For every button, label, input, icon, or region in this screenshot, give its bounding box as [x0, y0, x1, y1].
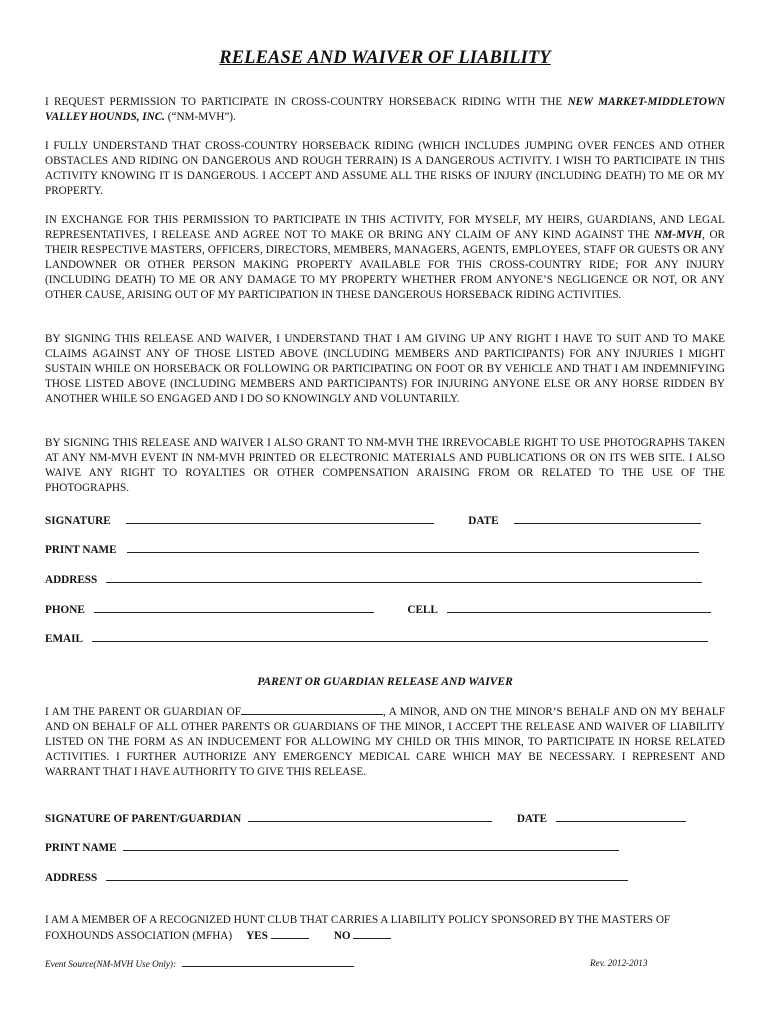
- yes-field[interactable]: [271, 928, 309, 939]
- phone-label: PHONE: [45, 604, 85, 616]
- revision-label: Rev. 2012-2013: [590, 958, 648, 968]
- email-row: [45, 630, 725, 645]
- guardian-print-name-row: [45, 839, 725, 854]
- guardian-signature-label: SIGNATURE OF PARENT/GUARDIAN: [45, 813, 242, 825]
- guardian-print-name-field[interactable]: [123, 839, 619, 851]
- release-text-b: , OR THEIR RESPECTIVE MASTERS, OFFICERS, DIRECTORS, MEMBERS, MANAGERS, AGENTS, EMPLOYEES, STAFF OR GUESTS OR ANY LANDOWNER OR OTHER PERSON MAKING PROPERTY AVAILABLE FOR THIS CROSS-COUNTRY RIDE; FOR ANY INJURY (INCLUDING DEATH) TO ME OR ANY DAMAGE TO MY PROPERTY WHETHER FROM ANYONE’S NEGLIGENCE OR NOT, OR ANY OTHER CAUSE, ARISING OUT OF MY PARTICIPATION IN THESE DANGEROUS HORSEBACK RIDING ACTIVITIES.: [45, 229, 725, 301]
- permission-paragraph: [45, 95, 725, 125]
- guardian-address-label: ADDRESS: [45, 872, 98, 884]
- event-source-label: Event Source(NM-MVH Use Only):: [45, 959, 177, 969]
- guardian-paragraph: [45, 704, 725, 780]
- address-field[interactable]: [106, 571, 702, 583]
- release-text-a: IN EXCHANGE FOR THIS PERMISSION TO PARTICIPATE IN THIS ACTIVITY, FOR MYSELF, MY HEIRS, GUARDIANS, AND LEGAL REPRESENTATIVES, I RELEASE AND AGREE NOT TO MAKE OR BRING ANY CLAIM OF ANY KIND AGAINST THE: [45, 214, 725, 241]
- membership-paragraph: [45, 913, 685, 944]
- phone-field[interactable]: [94, 601, 374, 613]
- print-name-label: PRINT NAME: [45, 544, 117, 556]
- signature-row: [45, 512, 725, 527]
- date-field[interactable]: [514, 512, 701, 524]
- no-field[interactable]: [353, 928, 391, 939]
- organization-name: NEW MARKET-MIDDLETOWN VALLEY HOUNDS, INC.: [45, 96, 726, 123]
- event-source-field[interactable]: [182, 958, 354, 967]
- event-source-footer: [45, 958, 354, 969]
- guardian-date-label: DATE: [516, 813, 548, 825]
- permission-abbr: (“NM-MVH”).: [164, 111, 236, 123]
- indemnify-paragraph: BY SIGNING THIS RELEASE AND WAIVER, I UNDERSTAND THAT I AM GIVING UP ANY RIGHT I HAVE TO SUIT AND TO MAKE CLAIMS AGAINST ANY OF THOSE LISTED ABOVE (INCLUDING MEMBERS AND PARTICIPANTS) FOR ANY INJURIES I MIGHT SUSTAIN WHILE ON HORSEBACK OR FOLLOWING OR PARTICIPATING ON FOOT OR BY VEHICLE AND THAT I AM INDEMNIFYING THOSE LISTED ABOVE (INCLUDING MEMBERS AND PARTICIPANTS) FOR INJURING ANYONE ELSE OR ANY HORSE RIDDEN BY ANOTHER WHILE SO ENGAGED AND I DO SO KNOWINGLY AND VOLUNTARILY.: [45, 333, 725, 405]
- signature-field[interactable]: [126, 512, 434, 524]
- guardian-signature-row: [45, 810, 725, 825]
- address-row: [45, 571, 725, 586]
- print-name-field[interactable]: [127, 541, 699, 553]
- phone-row: [45, 601, 725, 616]
- permission-text: I REQUEST PERMISSION TO PARTICIPATE IN CROSS-COUNTRY HORSEBACK RIDING WITH THE: [45, 96, 568, 108]
- cell-label: CELL: [407, 604, 438, 616]
- no-label: NO: [333, 930, 351, 942]
- guardian-signature-field[interactable]: [248, 810, 492, 822]
- guardian-address-field[interactable]: [106, 869, 628, 881]
- form-title: RELEASE AND WAIVER OF LIABILITY: [219, 48, 551, 68]
- photo-rights-paragraph: BY SIGNING THIS RELEASE AND WAIVER I ALSO GRANT TO NM-MVH THE IRREVOCABLE RIGHT TO USE PHOTOGRAPHS TAKEN AT ANY NM-MVH EVENT IN NM-MVH PRINTED OR ELECTRONIC MATERIALS AND PUBLICATIONS OR ON ITS WEB SITE. I ALSO WAIVE ANY RIGHT TO ROYALTIES OR OTHER COMPENSATION ARAISING FROM OR RELATED TO THE USE OF THE PHOTOGRAPHS.: [45, 437, 725, 494]
- guardian-section-title: PARENT OR GUARDIAN RELEASE AND WAIVER: [257, 676, 513, 688]
- guardian-address-row: [45, 869, 725, 884]
- guardian-text-a: I AM THE PARENT OR GUARDIAN OF: [45, 706, 241, 718]
- email-label: EMAIL: [45, 633, 83, 645]
- guardian-text-b: , A MINOR, AND ON THE MINOR’S BEHALF AND ON MY BEHALF AND ON BEHALF OF ALL OTHER PARENTS OR GUARDIANS OF THE MINOR, I ACCEPT THE RELEASE AND WAIVER OF LIABILITY LISTED ON THE FORM AS AN INDUCEMENT FOR ALLOWING MY CHILD OR THIS MINOR, TO PARTICIPATE IN HORSE RELATED ACTIVITIES. I FURTHER AUTHORIZE ANY EMERGENCY MEDICAL CARE WHICH MAY BE NECESSARY. I REPRESENT AND WARRANT THAT I HAVE AUTHORITY TO GIVE THIS RELEASE.: [45, 706, 725, 778]
- address-label: ADDRESS: [45, 574, 98, 586]
- membership-text: I AM A MEMBER OF A RECOGNIZED HUNT CLUB THAT CARRIES A LIABILITY POLICY SPONSORED BY THE MASTERS OF FOXHOUNDS ASSOCIATION (MFHA): [45, 914, 671, 942]
- date-label: DATE: [468, 515, 499, 527]
- risk-paragraph: I FULLY UNDERSTAND THAT CROSS-COUNTRY HORSEBACK RIDING (WHICH INCLUDES JUMPING OVER FENCES AND OTHER OBSTACLES AND RIDING ON DANGEROUS AND ROUGH TERRAIN) IS A DANGEROUS ACTIVITY. I WISH TO PARTICIPATE IN THIS ACTIVITY KNOWING IT IS DANGEROUS. I ACCEPT AND ASSUME ALL THE RISKS OF INJURY (INCLUDING DEATH) TO ME OR MY PROPERTY.: [45, 140, 725, 197]
- yes-label: YES: [246, 930, 268, 942]
- guardian-print-name-label: PRINT NAME: [45, 842, 117, 854]
- minor-name-field[interactable]: [241, 704, 383, 715]
- guardian-date-field[interactable]: [556, 810, 686, 822]
- release-paragraph: [45, 213, 725, 303]
- email-field[interactable]: [92, 630, 708, 642]
- release-abbr: NM-MVH: [654, 229, 703, 241]
- signature-label: SIGNATURE: [45, 515, 111, 527]
- cell-field[interactable]: [447, 601, 711, 613]
- print-name-row: [45, 541, 725, 556]
